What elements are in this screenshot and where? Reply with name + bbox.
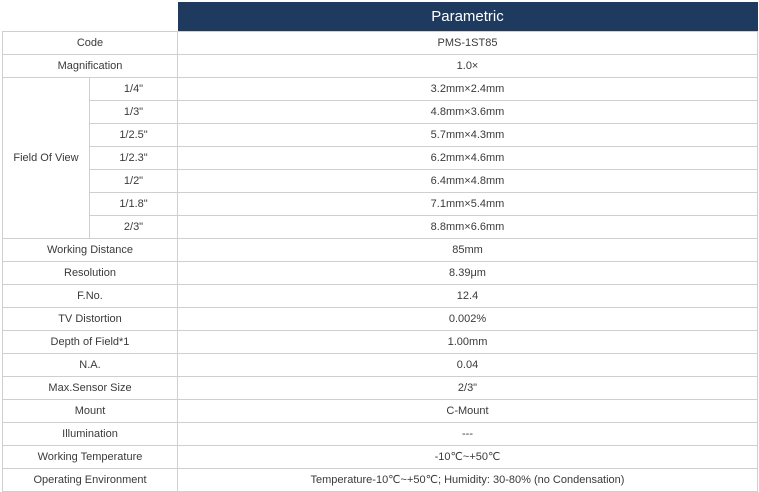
table-row-fov [3,147,758,170]
row-label: Magnification [3,55,178,78]
row-value: 2/3" [178,377,758,400]
header-row [3,2,758,32]
table-row-na [3,354,758,377]
row-value: -10℃~+50℃ [178,446,758,469]
fov-label: Field Of View [3,78,90,239]
table-row-tv-distortion [3,308,758,331]
row-value: C-Mount [178,400,758,423]
row-label: Resolution [3,262,178,285]
row-label: Code [3,32,178,55]
spec-table [2,2,758,492]
table-row-illumination [3,423,758,446]
row-value: 12.4 [178,285,758,308]
table-row-mount [3,400,758,423]
fov-sensor-size: 1/2.5" [90,124,178,147]
fov-sensor-size: 1/3" [90,101,178,124]
row-label: TV Distortion [3,308,178,331]
table-row-depth-of-field [3,331,758,354]
fov-value: 6.2mm×4.6mm [178,147,758,170]
row-label: Working Distance [3,239,178,262]
row-value: --- [178,423,758,446]
table-row-fov [3,170,758,193]
header-blank-cell [3,2,178,32]
row-label: Mount [3,400,178,423]
row-value: 1.0× [178,55,758,78]
table-row-working-distance [3,239,758,262]
row-value: PMS-1ST85 [178,32,758,55]
fov-value: 8.8mm×6.6mm [178,216,758,239]
table-row-resolution [3,262,758,285]
row-label: Illumination [3,423,178,446]
row-value: 85mm [178,239,758,262]
row-label: Max.Sensor Size [3,377,178,400]
table-row-fov [3,124,758,147]
row-value: Temperature-10℃~+50℃; Humidity: 30-80% (no Condensation) [178,469,758,492]
row-value: 0.002% [178,308,758,331]
table-row-code [3,32,758,55]
row-value: 8.39μm [178,262,758,285]
table-row-fno [3,285,758,308]
row-label: F.No. [3,285,178,308]
fov-value: 4.8mm×3.6mm [178,101,758,124]
table-row-working-temperature [3,446,758,469]
fov-sensor-size: 1/1.8" [90,193,178,216]
fov-sensor-size: 2/3" [90,216,178,239]
table-row-operating-environment [3,469,758,492]
fov-sensor-size: 1/2.3" [90,147,178,170]
fov-sensor-size: 1/4" [90,78,178,101]
row-label: N.A. [3,354,178,377]
table-row-magnification [3,55,758,78]
fov-value: 7.1mm×5.4mm [178,193,758,216]
table-row-fov [3,101,758,124]
row-value: 1.00mm [178,331,758,354]
row-label: Working Temperature [3,446,178,469]
table-row-fov [3,193,758,216]
fov-value: 5.7mm×4.3mm [178,124,758,147]
row-value: 0.04 [178,354,758,377]
row-label: Depth of Field*1 [3,331,178,354]
table-row-max-sensor-size [3,377,758,400]
table-row-fov [3,78,758,101]
table-row-fov [3,216,758,239]
fov-value: 3.2mm×2.4mm [178,78,758,101]
fov-value: 6.4mm×4.8mm [178,170,758,193]
fov-sensor-size: 1/2" [90,170,178,193]
row-label: Operating Environment [3,469,178,492]
table-title: Parametric [178,2,758,32]
